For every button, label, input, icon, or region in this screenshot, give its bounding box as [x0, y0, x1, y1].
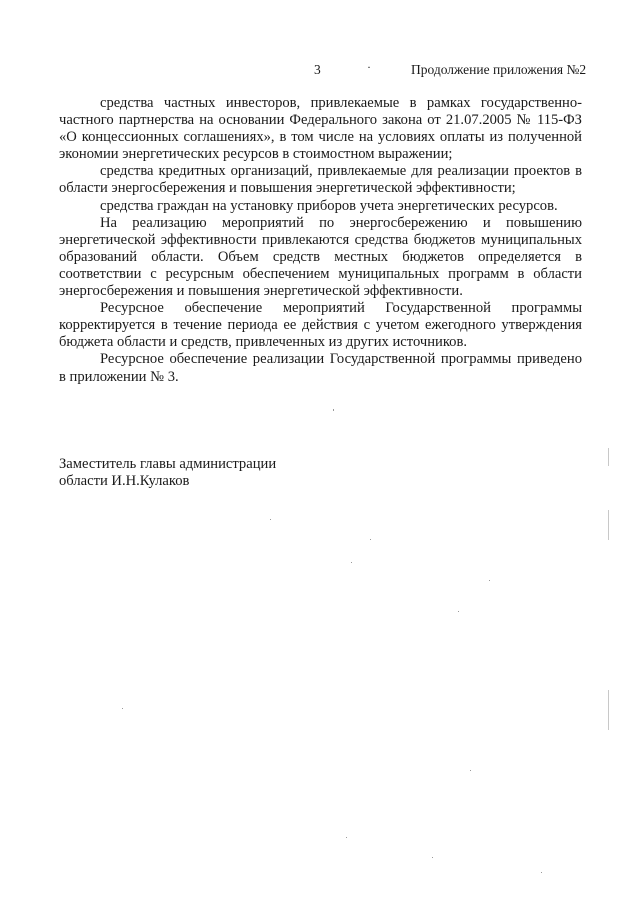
scan-edge-mark	[608, 690, 609, 730]
paragraph-credit-organizations: средства кредитных организаций, привлекаемые для реализации проектов в области энергосбережения и повышения энергетической эффективности;	[59, 163, 582, 197]
scan-speck	[270, 519, 271, 520]
signature-block	[59, 456, 459, 490]
scan-edge-mark	[608, 510, 609, 540]
scan-speck	[458, 611, 459, 612]
signature-name: области И.Н.Кулаков	[59, 473, 190, 490]
document-body	[59, 95, 582, 386]
scan-speck	[351, 562, 352, 563]
signature-position: Заместитель главы администрации	[59, 456, 277, 472]
scan-speck	[122, 708, 123, 709]
paragraph-resource-appendix: Ресурсное обеспечение реализации Государственной программы приведено в приложении № 3.	[59, 351, 582, 385]
scan-speck	[489, 580, 490, 581]
scan-speck	[541, 872, 542, 873]
scan-speck	[370, 539, 371, 540]
page-number: 3	[314, 62, 321, 77]
scan-speck	[470, 770, 471, 771]
paragraph-citizens-funds: средства граждан на установку приборов учета энергетических ресурсов.	[100, 197, 558, 214]
header-dot: ·	[367, 60, 371, 74]
scan-speck	[346, 837, 347, 838]
scan-speck	[432, 857, 433, 858]
scan-edge-mark	[608, 448, 609, 466]
paragraph-municipal-budgets: На реализацию мероприятий по энергосбережению и повышению энергетической эффективности привлекаются средства бюджетов муниципальных образований области. Объем средств местных бюджетов определяется в соответствии с ресурсным обеспечением муниципальных программ в области энергосбережения и повышения энергетической эффективности.	[59, 214, 582, 300]
scan-speck	[333, 409, 334, 411]
page-header	[0, 62, 640, 82]
paragraph-resource-adjustment: Ресурсное обеспечение мероприятий Государственной программы корректируется в течение периода ее действия с учетом ежегодного утверждения бюджета области и средств, привлеченных из других источников.	[59, 300, 582, 351]
paragraph-private-investors: средства частных инвесторов, привлекаемые в рамках государственно-частного партнерства на основании Федерального закона от 21.07.2005 № 115-ФЗ «О концессионных соглашениях», в том числе на условиях оплаты из полученной экономии энергетических ресурсов в стоимостном выражении;	[59, 95, 582, 163]
appendix-label: Продолжение приложения №2	[411, 62, 587, 77]
